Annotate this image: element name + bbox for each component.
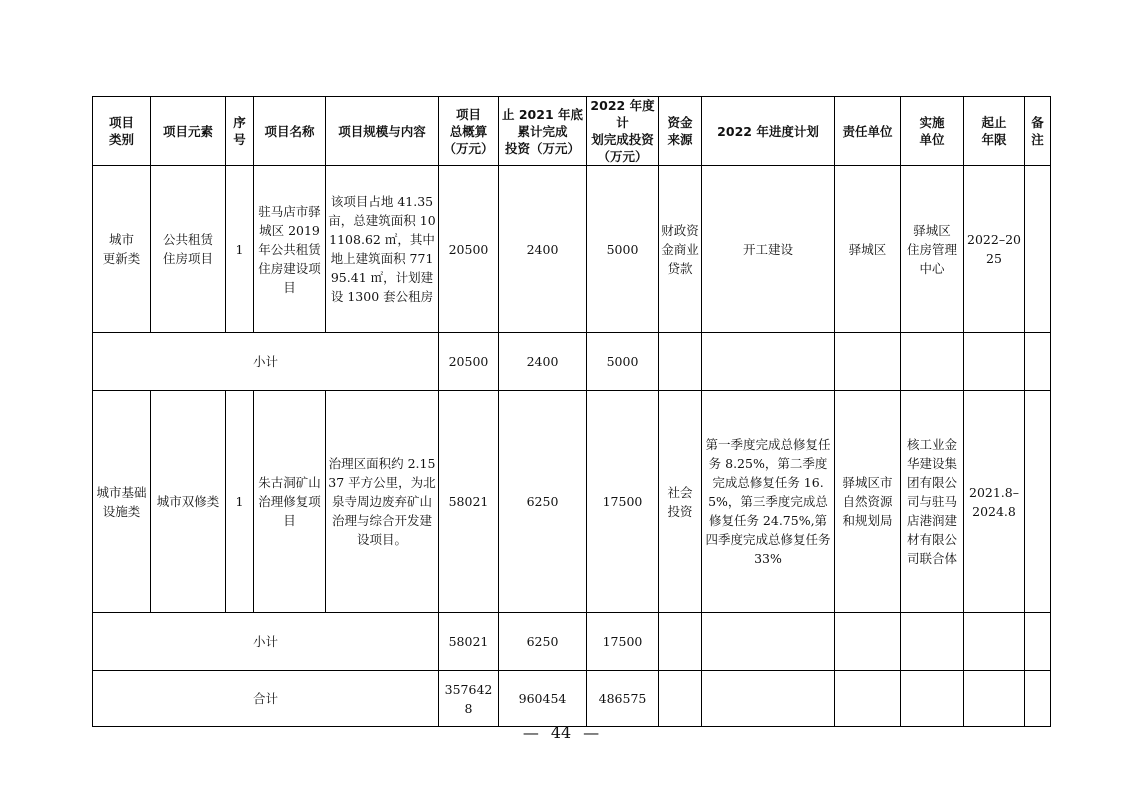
cell-funding: 社会 投资: [659, 391, 702, 613]
header-row: [93, 97, 1051, 166]
header-total: 项目 总概算 （万元）: [439, 97, 499, 166]
cell-scope: 该项目占地 41.35 亩，总建筑面积 101108.62 ㎡，其中地上建筑面积 77195.41 ㎡，计划建设 1300 套公租房: [326, 166, 439, 333]
cell-category: 城市 更新类: [93, 166, 151, 333]
cell-total: 58021: [439, 391, 499, 613]
table-row: [93, 391, 1051, 613]
header-period: 起止 年限: [964, 97, 1025, 166]
cell-cumulative: 2400: [499, 166, 587, 333]
cell-category: 城市基础 设施类: [93, 391, 151, 613]
cell-remark: [1025, 391, 1051, 613]
subtotal-row: [93, 333, 1051, 391]
cell-seq: 1: [226, 391, 254, 613]
header-funding: 资金 来源: [659, 97, 702, 166]
subtotal-plan2022: 5000: [587, 333, 659, 391]
cell-implementer: 核工业金华建设集团有限公司与驻马店港润建材有限公司联合体: [901, 391, 964, 613]
header-remark: 备 注: [1025, 97, 1051, 166]
cell-total: 20500: [439, 166, 499, 333]
header-progress: 2022 年进度计划: [702, 97, 835, 166]
table-row: [93, 166, 1051, 333]
grandtotal-label: 合计: [93, 671, 439, 727]
cell-progress: 开工建设: [702, 166, 835, 333]
page-number: 44: [550, 723, 572, 742]
subtotal-cumulative: 6250: [499, 613, 587, 671]
cell-progress: 第一季度完成总修复任务 8.25%，第二季度完成总修复任务 16.5%，第三季度完成总修复任务 24.75%,第四季度完成总修复任务 33%: [702, 391, 835, 613]
subtotal-label: 小计: [93, 613, 439, 671]
page-number-footer: [0, 723, 1122, 742]
cell-scope: 治理区面积约 2.1537 平方公里，为北泉寺周边废弃矿山治理与综合开发建设项目。: [326, 391, 439, 613]
header-responsible: 责任单位: [835, 97, 901, 166]
cell-cumulative: 6250: [499, 391, 587, 613]
cell-responsible: 驿城区市自然资源和规划局: [835, 391, 901, 613]
subtotal-plan2022: 17500: [587, 613, 659, 671]
cell-remark: [1025, 166, 1051, 333]
subtotal-label: 小计: [93, 333, 439, 391]
cell-plan2022: 17500: [587, 391, 659, 613]
cell-seq: 1: [226, 166, 254, 333]
subtotal-row: [93, 613, 1051, 671]
grandtotal-total: 3576428: [439, 671, 499, 727]
cell-period: 2021.8– 2024.8: [964, 391, 1025, 613]
header-category: 项目 类别: [93, 97, 151, 166]
grandtotal-row: [93, 671, 1051, 727]
subtotal-cumulative: 2400: [499, 333, 587, 391]
header-element: 项目元素: [151, 97, 226, 166]
cell-responsible: 驿城区: [835, 166, 901, 333]
dash-right: —: [583, 723, 600, 742]
dash-left: —: [522, 723, 539, 742]
grandtotal-cumulative: 960454: [499, 671, 587, 727]
header-scope: 项目规模与内容: [326, 97, 439, 166]
cell-name: 朱古洞矿山治理修复项目: [254, 391, 326, 613]
cell-element: 城市双修类: [151, 391, 226, 613]
header-plan2022: 2022 年度计 划完成投资 （万元）: [587, 97, 659, 166]
project-table: [92, 96, 1051, 727]
grandtotal-plan2022: 486575: [587, 671, 659, 727]
header-name: 项目名称: [254, 97, 326, 166]
cell-plan2022: 5000: [587, 166, 659, 333]
cell-implementer: 驿城区 住房管理 中心: [901, 166, 964, 333]
cell-period: 2022–2025: [964, 166, 1025, 333]
header-cumulative: 止 2021 年底 累计完成 投资（万元）: [499, 97, 587, 166]
cell-element: 公共租赁 住房项目: [151, 166, 226, 333]
cell-name: 驻马店市驿城区 2019 年公共租赁住房建设项目: [254, 166, 326, 333]
subtotal-total: 20500: [439, 333, 499, 391]
header-implementer: 实施 单位: [901, 97, 964, 166]
cell-funding: 财政资金商业贷款: [659, 166, 702, 333]
header-seq: 序号: [226, 97, 254, 166]
subtotal-total: 58021: [439, 613, 499, 671]
